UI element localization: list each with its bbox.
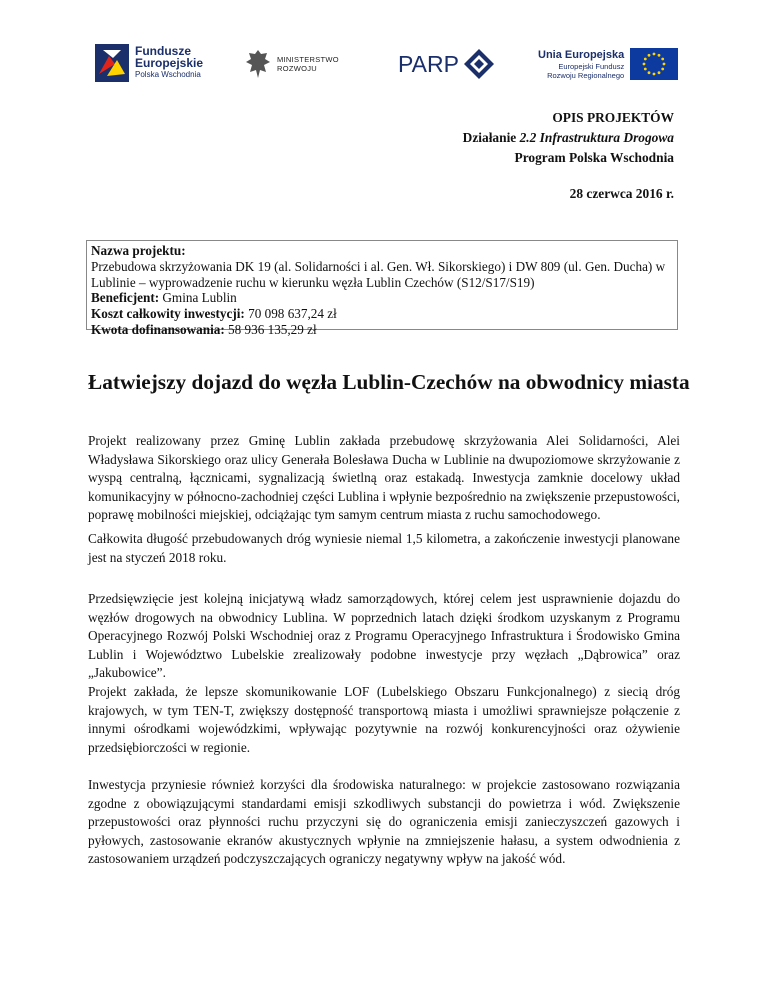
article-paragraph: Projekt zakłada, że lepsze skomunikowanie LOF (Lubelskiego Obszaru Funkcjonalnego) z siecią dróg krajowych, w tym TEN-T, zwiększy dostępność transportową miasta i umożliwi sprawniejsze połączenie z innymi ośrodkami wojewódzkimi, wpływając pozytywnie na rozwój konkurencyjności oraz ożywienie przedsiębiorczości w regionie.	[88, 684, 680, 755]
article-paragraph: Projekt realizowany przez Gminę Lublin zakłada przebudowę skrzyżowania Alei Solidarności, Alei Władysława Sikorskiego oraz ulicy Generała Bolesława Ducha w Lublinie na dwupoziomowe skrzyżowanie z wyspą centralną, łącznicami, sygnalizacją świetlną oraz estakadą. Inwestycja zamknie docelowy układ komunikacyjny w północno-zachodniej części Lublina i wpłynie bezpośrednio na zwiększenie przepustowości, poprawę mobilności miejskiej, odciążając tym samym centrum miasta z ruchu samochodowego.	[88, 433, 680, 523]
project-name-value: Przebudowa skrzyżowania DK 19 (al. Solidarności i al. Gen. Wł. Sikorskiego) i DW 809 (ul. Gen. Ducha) w Lublinie – wyprowadzenie ruchu w kierunku węzła Lublin Czechów (S12/S17/S19)	[91, 258, 666, 290]
article-paragraph: Przedsięwzięcie jest kolejną inicjatywą władz samorządowych, której celem jest usprawnienie dojazdu do węzłów drogowych na obwodnicy Lublina. W poprzednich latach dzięki środkom uzyskanym z Programu Operacyjnego Rozwój Polski Wschodniej oraz z Programu Operacyjnego Infrastruktura i Środowisko Gmina Lublin i Województwo Lubelskie zrealizowały podobne inwestycje przy węzłach „Dąbrowica” oraz „Jakubowice”.	[88, 591, 680, 681]
action-prefix: Działanie	[462, 130, 520, 145]
cost-label: Koszt całkowity inwestycji:	[91, 306, 245, 322]
action-line	[463, 128, 674, 148]
header-block	[463, 108, 674, 168]
article-paragraph: Inwestycja przyniesie również korzyści dla środowiska naturalnego: w projekcie zastosowano rozwiązania zgodne z obowiązującymi standardami emisji szkodliwych substancji do powietrza i wód. Zwiększenie przepustowości oraz płynności ruchu przyczyni się do ograniczenia emisji zanieczyszczeń gazowych i pyłowych, zastosowanie ekranów akustycznych wpłynie na zmniejszenie hałasu, a system odwodnienia z zastosowaniem urządzeń podczyszczających ograniczy negatywny wpływ na jakość wód.	[88, 777, 680, 867]
action-name: 2.2 Infrastruktura Drogowa	[519, 130, 674, 145]
program-name: Program Polska Wschodnia	[514, 150, 674, 165]
unia-europejska-logo	[538, 48, 678, 80]
article-paragraph: Całkowita długość przebudowanych dróg wyniesie niemal 1,5 kilometra, a zakończenie inwestycji planowane jest na styczeń 2018 roku.	[88, 531, 680, 565]
parp-text: PARP	[398, 50, 459, 77]
ue-line1: Unia Europejska	[538, 48, 625, 61]
ue-line2: Europejski Fundusz	[558, 61, 625, 71]
ue-line3: Rozwoju Regionalnego	[547, 70, 625, 80]
mr-line2: ROZWOJU	[277, 64, 318, 73]
eagle-icon	[245, 48, 271, 80]
logo-bar	[0, 40, 768, 100]
parp-logo	[398, 48, 495, 80]
eu-flag-icon	[630, 48, 678, 80]
parp-diamond-icon	[463, 48, 495, 80]
document-date: 28 czerwca 2016 r.	[569, 186, 674, 201]
project-name-label: Nazwa projektu:	[91, 243, 186, 258]
beneficiary-value: Gmina Lublin	[159, 290, 237, 306]
fundusze-europejskie-logo	[95, 44, 203, 82]
project-info-box	[86, 240, 678, 337]
fe-line2: Europejskie	[135, 56, 204, 70]
beneficiary-label: Beneficjent:	[91, 290, 160, 306]
document-title: OPIS PROJEKTÓW	[552, 110, 674, 125]
article-heading: Łatwiejszy dojazd do węzła Lublin-Czechów na obwodnicy miasta	[88, 370, 690, 394]
fundusze-europejskie-icon	[95, 44, 129, 82]
cost-value: 70 098 637,24 zł	[244, 306, 337, 322]
fe-line3: Polska Wschodnia	[135, 70, 201, 79]
ministerstwo-rozwoju-logo	[245, 48, 339, 80]
funding-value: 58 936 135,29 zł	[224, 321, 317, 337]
mr-line1: MINISTERSTWO	[277, 55, 339, 64]
funding-label: Kwota dofinansowania:	[91, 321, 225, 337]
fe-line1: Fundusze	[135, 44, 191, 58]
